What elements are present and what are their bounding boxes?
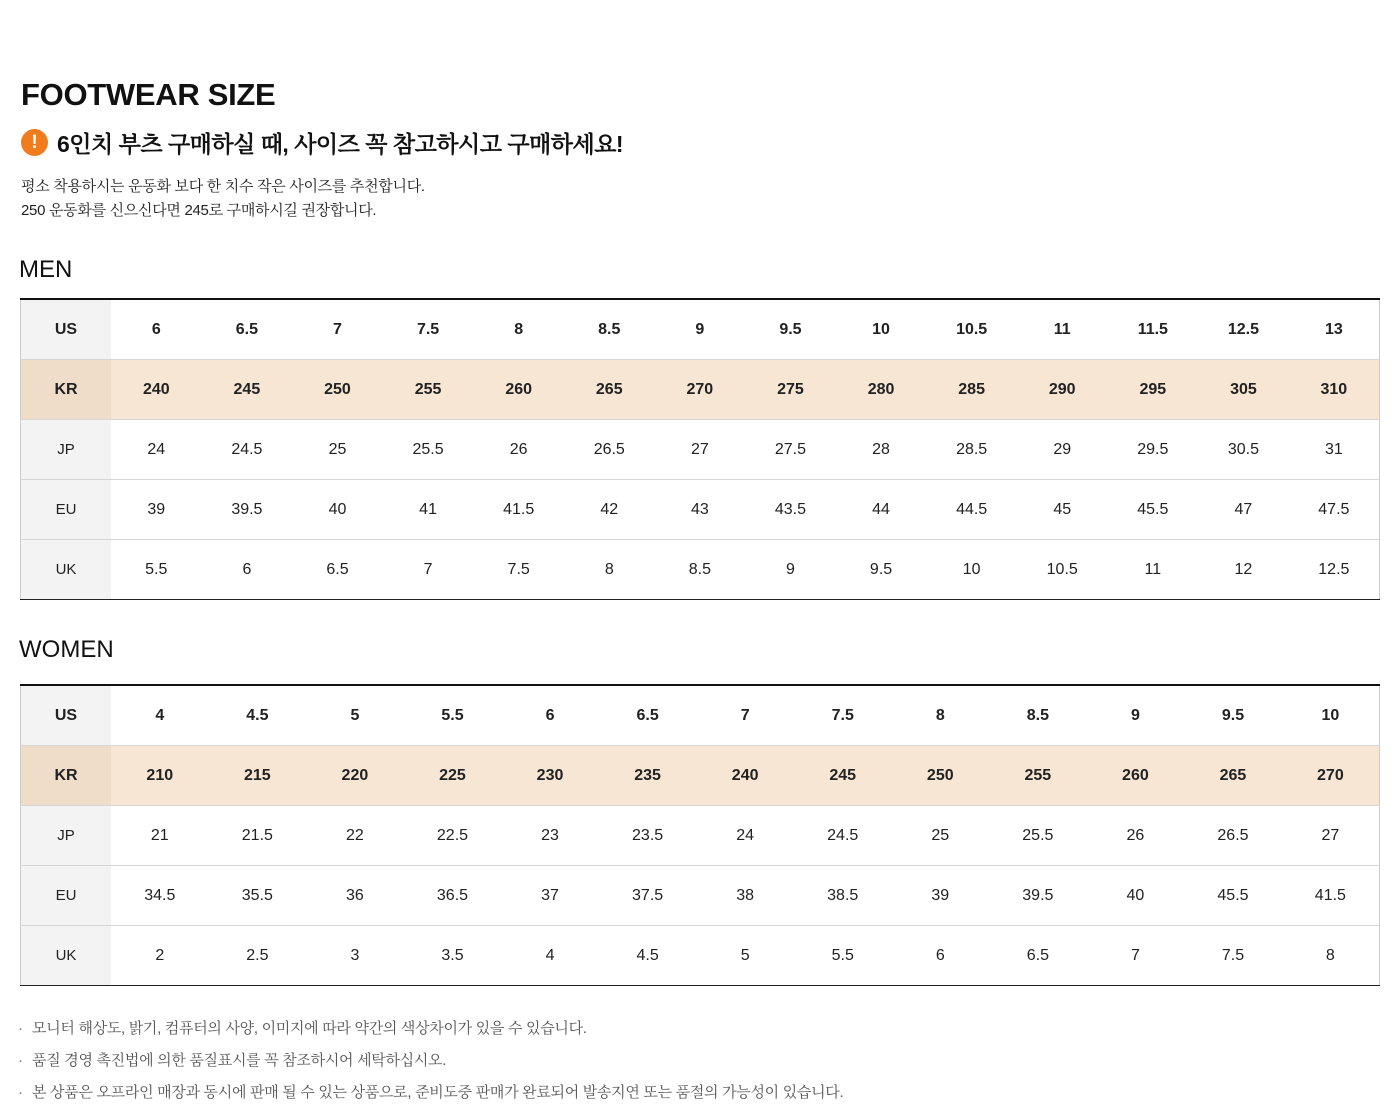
size-cell: 45.5 bbox=[1184, 866, 1282, 926]
size-cell: 36.5 bbox=[404, 866, 502, 926]
size-cell: 23.5 bbox=[599, 806, 697, 866]
row-label: US bbox=[21, 299, 112, 360]
size-cell: 310 bbox=[1289, 360, 1380, 420]
size-cell: 3.5 bbox=[404, 926, 502, 986]
size-cell: 8 bbox=[1282, 926, 1380, 986]
size-cell: 25.5 bbox=[383, 420, 474, 480]
size-cell: 9.5 bbox=[779, 320, 802, 338]
size-cell: 9 bbox=[1130, 706, 1140, 724]
size-cell: 4 bbox=[501, 926, 599, 986]
size-cell: 240 bbox=[696, 746, 794, 806]
notice-text: 6인치 부츠 구매하실 때, 사이즈 꼭 참고하시고 구매하세요! bbox=[57, 130, 624, 157]
size-cell: 10 bbox=[1321, 706, 1340, 724]
footnote-item bbox=[18, 1077, 843, 1109]
size-cell: 35.5 bbox=[209, 866, 307, 926]
footnote-text: 모니터 해상도, 밝기, 컴퓨터의 사양, 이미지에 따라 약간의 색상차이가 있을 수 있습니다. bbox=[32, 1020, 587, 1037]
size-cell: 6.5 bbox=[989, 926, 1087, 986]
size-cell: 9.5 bbox=[1221, 706, 1245, 724]
size-cell: 235 bbox=[599, 746, 697, 806]
size-cell: 4.5 bbox=[599, 926, 697, 986]
size-cell: 7.5 bbox=[473, 540, 564, 600]
size-cell: 25.5 bbox=[989, 806, 1087, 866]
size-cell: 9 bbox=[745, 540, 836, 600]
size-cell: 25 bbox=[892, 806, 990, 866]
size-row-jp bbox=[21, 806, 1380, 866]
size-cell: 215 bbox=[209, 746, 307, 806]
size-cell: 9 bbox=[695, 320, 705, 338]
size-cell: 26 bbox=[1087, 806, 1185, 866]
men-size-table bbox=[20, 298, 1380, 600]
size-cell: 38.5 bbox=[794, 866, 892, 926]
size-cell: 4 bbox=[155, 706, 165, 724]
size-cell: 11.5 bbox=[1137, 320, 1168, 338]
size-cell: 24 bbox=[111, 420, 202, 480]
row-label: KR bbox=[21, 360, 112, 420]
size-cell: 29.5 bbox=[1108, 420, 1199, 480]
size-row-kr bbox=[21, 360, 1380, 420]
size-cell: 40 bbox=[1087, 866, 1185, 926]
size-cell: 8 bbox=[514, 320, 524, 338]
size-cell: 6.5 bbox=[636, 706, 659, 724]
size-cell: 8.5 bbox=[1026, 706, 1049, 724]
size-cell: 250 bbox=[292, 360, 383, 420]
size-cell: 270 bbox=[1282, 746, 1380, 806]
row-label: US bbox=[21, 685, 112, 746]
size-cell: 6 bbox=[545, 706, 555, 724]
size-cell: 305 bbox=[1198, 360, 1289, 420]
size-cell: 25 bbox=[292, 420, 383, 480]
size-cell: 8 bbox=[564, 540, 655, 600]
size-cell: 12 bbox=[1198, 540, 1289, 600]
size-cell: 5.5 bbox=[794, 926, 892, 986]
size-cell: 44 bbox=[836, 480, 927, 540]
women-section-title: WOMEN bbox=[19, 636, 114, 663]
size-cell: 6.5 bbox=[292, 540, 383, 600]
size-cell: 28 bbox=[836, 420, 927, 480]
size-cell: 41.5 bbox=[473, 480, 564, 540]
size-cell: 27 bbox=[1282, 806, 1380, 866]
size-cell: 26 bbox=[473, 420, 564, 480]
row-label: UK bbox=[21, 926, 112, 986]
footnote-text: 품질 경영 촉진법에 의한 품질표시를 꼭 참조하시어 세탁하십시오. bbox=[32, 1052, 447, 1069]
size-cell: 210 bbox=[111, 746, 209, 806]
size-cell: 220 bbox=[306, 746, 404, 806]
size-cell: 7.5 bbox=[831, 706, 854, 724]
size-cell: 40 bbox=[292, 480, 383, 540]
exclamation-icon: ! bbox=[21, 129, 48, 156]
size-cell: 11 bbox=[1108, 540, 1199, 600]
intro-text bbox=[21, 175, 425, 223]
size-cell: 260 bbox=[1087, 746, 1185, 806]
size-row-uk bbox=[21, 540, 1380, 600]
size-cell: 11 bbox=[1053, 320, 1071, 338]
size-cell: 38 bbox=[696, 866, 794, 926]
size-cell: 7.5 bbox=[1184, 926, 1282, 986]
row-label: UK bbox=[21, 540, 112, 600]
size-cell: 10 bbox=[926, 540, 1017, 600]
size-row-uk bbox=[21, 926, 1380, 986]
size-cell: 41 bbox=[383, 480, 474, 540]
size-row-us bbox=[21, 685, 1380, 746]
row-label: KR bbox=[21, 746, 112, 806]
size-cell: 37.5 bbox=[599, 866, 697, 926]
size-cell: 265 bbox=[564, 360, 655, 420]
size-cell: 37 bbox=[501, 866, 599, 926]
size-cell: 5 bbox=[696, 926, 794, 986]
size-cell: 45 bbox=[1017, 480, 1108, 540]
size-cell: 47.5 bbox=[1289, 480, 1380, 540]
size-cell: 28.5 bbox=[926, 420, 1017, 480]
men-section-title: MEN bbox=[19, 256, 73, 283]
size-cell: 265 bbox=[1184, 746, 1282, 806]
size-cell: 39.5 bbox=[989, 866, 1087, 926]
size-cell: 6 bbox=[151, 320, 161, 338]
size-cell: 22 bbox=[306, 806, 404, 866]
size-cell: 24 bbox=[696, 806, 794, 866]
size-cell: 8 bbox=[935, 706, 945, 724]
size-row-eu bbox=[21, 480, 1380, 540]
size-cell: 43 bbox=[655, 480, 746, 540]
size-cell: 26.5 bbox=[1184, 806, 1282, 866]
size-cell: 3 bbox=[306, 926, 404, 986]
size-cell: 10.5 bbox=[956, 320, 988, 338]
row-label: JP bbox=[21, 420, 112, 480]
size-cell: 5 bbox=[350, 706, 360, 724]
women-size-table bbox=[20, 684, 1380, 986]
size-cell: 2.5 bbox=[209, 926, 307, 986]
size-cell: 8.5 bbox=[655, 540, 746, 600]
page-title: FOOTWEAR SIZE bbox=[21, 77, 276, 112]
size-cell: 255 bbox=[989, 746, 1087, 806]
bullet-icon: · bbox=[18, 1084, 23, 1101]
size-cell: 290 bbox=[1017, 360, 1108, 420]
size-cell: 255 bbox=[383, 360, 474, 420]
size-cell: 34.5 bbox=[111, 866, 209, 926]
size-cell: 47 bbox=[1198, 480, 1289, 540]
size-cell: 12.5 bbox=[1227, 320, 1259, 338]
size-cell: 22.5 bbox=[404, 806, 502, 866]
size-cell: 23 bbox=[501, 806, 599, 866]
size-cell: 225 bbox=[404, 746, 502, 806]
size-cell: 7.5 bbox=[416, 320, 440, 338]
size-cell: 9.5 bbox=[836, 540, 927, 600]
size-cell: 10 bbox=[872, 320, 890, 338]
footnote-text: 본 상품은 오프라인 매장과 동시에 판매 될 수 있는 상품으로, 준비도중 판매가 완료되어 발송지연 또는 품절의 가능성이 있습니다. bbox=[32, 1084, 844, 1101]
size-cell: 27 bbox=[655, 420, 746, 480]
size-cell: 260 bbox=[473, 360, 564, 420]
size-cell: 245 bbox=[202, 360, 293, 420]
size-row-kr bbox=[21, 746, 1380, 806]
size-cell: 43.5 bbox=[745, 480, 836, 540]
row-label: JP bbox=[21, 806, 112, 866]
size-cell: 24.5 bbox=[794, 806, 892, 866]
size-cell: 7 bbox=[1087, 926, 1185, 986]
bullet-icon: · bbox=[18, 1052, 23, 1069]
row-label: EU bbox=[21, 480, 112, 540]
size-cell: 240 bbox=[111, 360, 202, 420]
size-cell: 5.5 bbox=[441, 706, 464, 724]
size-cell: 7 bbox=[333, 320, 342, 338]
intro-line: 평소 착용하시는 운동화 보다 한 치수 작은 사이즈를 추천합니다. bbox=[21, 178, 425, 195]
size-cell: 44.5 bbox=[926, 480, 1017, 540]
size-cell: 6 bbox=[202, 540, 293, 600]
size-cell: 7 bbox=[740, 706, 750, 724]
size-cell: 21.5 bbox=[209, 806, 307, 866]
size-cell: 275 bbox=[745, 360, 836, 420]
size-cell: 39 bbox=[892, 866, 990, 926]
size-cell: 27.5 bbox=[745, 420, 836, 480]
size-cell: 5.5 bbox=[111, 540, 202, 600]
size-cell: 41.5 bbox=[1282, 866, 1380, 926]
size-cell: 6.5 bbox=[235, 320, 259, 338]
bullet-icon: · bbox=[18, 1020, 23, 1037]
size-cell: 21 bbox=[111, 806, 209, 866]
size-cell: 39 bbox=[111, 480, 202, 540]
size-cell: 26.5 bbox=[564, 420, 655, 480]
size-cell: 12.5 bbox=[1289, 540, 1380, 600]
size-cell: 7 bbox=[383, 540, 474, 600]
notice-banner bbox=[21, 124, 623, 160]
size-cell: 42 bbox=[564, 480, 655, 540]
size-cell: 10.5 bbox=[1017, 540, 1108, 600]
footnote-item bbox=[18, 1013, 843, 1045]
size-row-jp bbox=[21, 420, 1380, 480]
size-cell: 270 bbox=[655, 360, 746, 420]
size-cell: 45.5 bbox=[1108, 480, 1199, 540]
size-cell: 24.5 bbox=[202, 420, 293, 480]
size-row-eu bbox=[21, 866, 1380, 926]
size-cell: 4.5 bbox=[246, 706, 269, 724]
intro-line: 250 운동화를 신으신다면 245로 구매하시길 권장합니다. bbox=[21, 202, 377, 219]
size-cell: 29 bbox=[1017, 420, 1108, 480]
size-cell: 245 bbox=[794, 746, 892, 806]
row-label: EU bbox=[21, 866, 112, 926]
size-cell: 280 bbox=[836, 360, 927, 420]
size-cell: 6 bbox=[892, 926, 990, 986]
size-cell: 295 bbox=[1108, 360, 1199, 420]
women-size-table-body bbox=[21, 685, 1380, 986]
size-cell: 8.5 bbox=[598, 320, 621, 338]
size-cell: 36 bbox=[306, 866, 404, 926]
size-cell: 13 bbox=[1324, 320, 1343, 338]
size-row-us bbox=[21, 299, 1380, 360]
size-cell: 31 bbox=[1289, 420, 1380, 480]
men-size-table-body bbox=[21, 299, 1380, 600]
size-cell: 285 bbox=[926, 360, 1017, 420]
size-cell: 39.5 bbox=[202, 480, 293, 540]
size-cell: 2 bbox=[111, 926, 209, 986]
size-cell: 30.5 bbox=[1198, 420, 1289, 480]
size-cell: 250 bbox=[892, 746, 990, 806]
size-cell: 230 bbox=[501, 746, 599, 806]
footnote-item bbox=[18, 1045, 843, 1077]
footnote-list bbox=[18, 1013, 843, 1109]
